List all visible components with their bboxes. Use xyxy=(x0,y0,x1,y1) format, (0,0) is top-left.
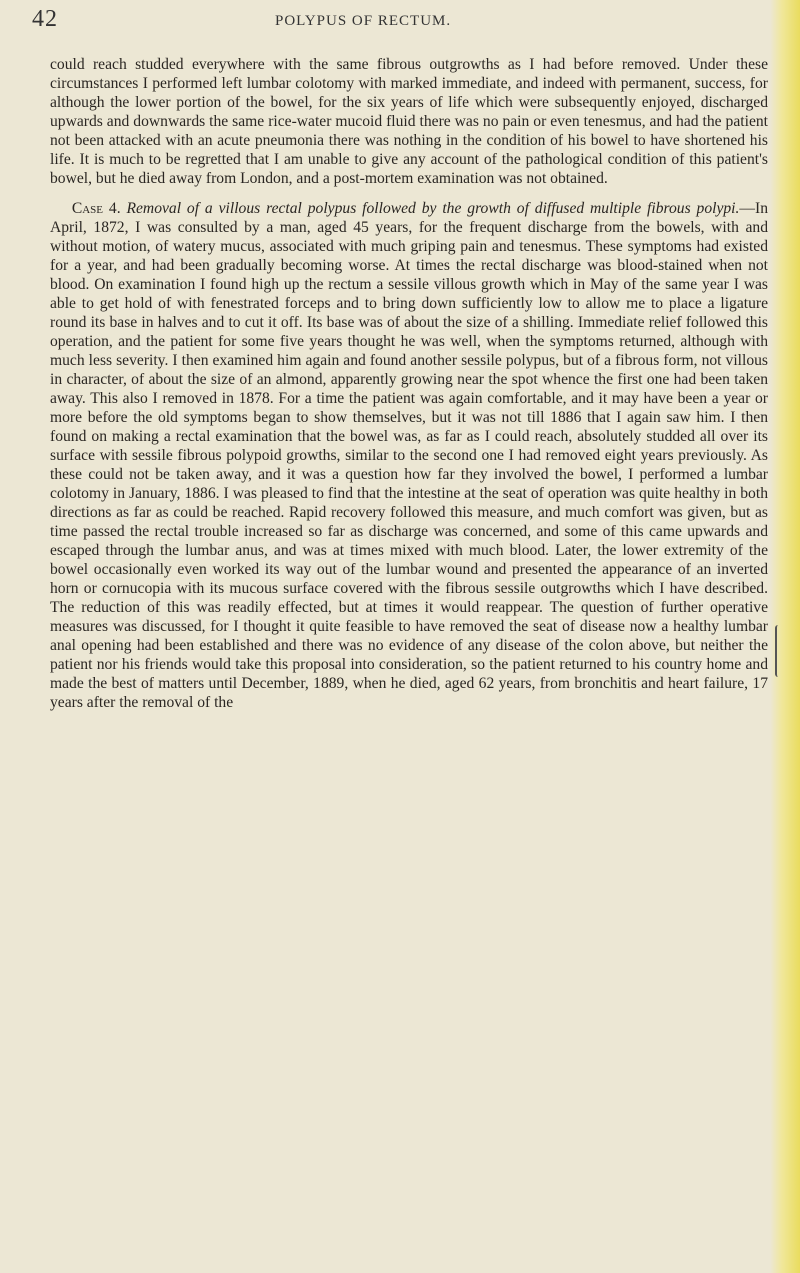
paragraph-case-4 xyxy=(50,199,768,712)
paragraph-continuation: could reach studded everywhere with the same fibrous outgrowths as I had before removed. Under these circumstances I performed left lumbar colotomy with marked immediate, and indeed with permanent, success, for although the lower portion of the bowel, for the six years of life which were subsequently enjoyed, discharged upwards and downwards the same rice-water mucoid fluid there was no pain or even tenesmus, and had the patient not been attacked with an acute pneumonia there was nothing in the condition of his bowel to have shortened his life. It is much to be regretted that I am unable to give any account of the pathological condition of this patient's bowel, but he died away from London, and a post-mortem examination was not obtained. xyxy=(50,56,768,187)
running-title: POLYPUS OF RECTUM. xyxy=(275,13,452,29)
margin-bracket-mark xyxy=(775,625,781,677)
case-body: —In April, 1872, I was consulted by a man, aged 45 years, for the frequent discharge from the bowels, with and without motion, of watery mucus, associated with much griping pain and tenesmus. These symptoms had existed for a year, and had been gradually becoming worse. At times the rectal discharge was blood-stained when not blood. On examination I found high up the rectum a sessile villous growth which in May of the same year I was able to get hold of with fenestrated forceps and to bring down sufficiently low to allow me to place a ligature round its base in halves and to cut it off. Its base was of about the size of a shilling. Immediate relief followed this operation, and the patient for some five years thought he was well, when the symptoms returned, although with much less severity. I then examined him again and found another sessile polypus, but of a fibrous form, not villous in character, of about the size of an almond, apparently growing near the spot whence the first one had been taken away. This also I removed in 1878. For a time the patient was again comfortable, and it may have been a year or more before the old symptoms began to show themselves, but it was not till 1886 that I again saw him. I then found on making a rectal examination that the bowel was, as far as I could reach, absolutely studded all over its surface with sessile fibrous polypoid growths, similar to the second one I had removed eight years previously. As these could not be taken away, and it was a question how far they involved the bowel, I performed a lumbar colotomy in January, 1886. I was pleased to find that the intestine at the seat of operation was quite healthy in both directions as far as could be reached. Rapid recovery followed this measure, and much comfort was given, but as time passed the rectal trouble increased so far as discharge was concerned, and some of this came upwards and escaped through the lumbar anus, and was at times mixed with much blood. Later, the lower extremity of the bowel occasionally even worked its way out of the lumbar wound and presented the appearance of an inverted horn or cornucopia with its mucous surface covered with the fibrous sessile outgrowths which I have described. The reduction of this was readily effected, but at times it would reappear. The question of further operative measures was discussed, for I thought it quite feasible to have removed the seat of disease now a healthy lumbar anal opening had been established and there was no evidence of any disease of the colon above, but neither the patient nor his friends would take this proposal into consideration, so the patient returned to his country home and made the best of matters until December, 1889, when he died, aged 62 years, from bronchitis and heart failure, 17 years after the removal of the xyxy=(50,200,768,711)
page-number: 42 xyxy=(32,6,58,32)
body-text xyxy=(50,55,768,712)
case-label: Case 4. xyxy=(71,200,121,217)
case-title: Removal of a villous rectal polypus followed by the growth of diffused multiple fibrous polypi. xyxy=(126,200,740,217)
